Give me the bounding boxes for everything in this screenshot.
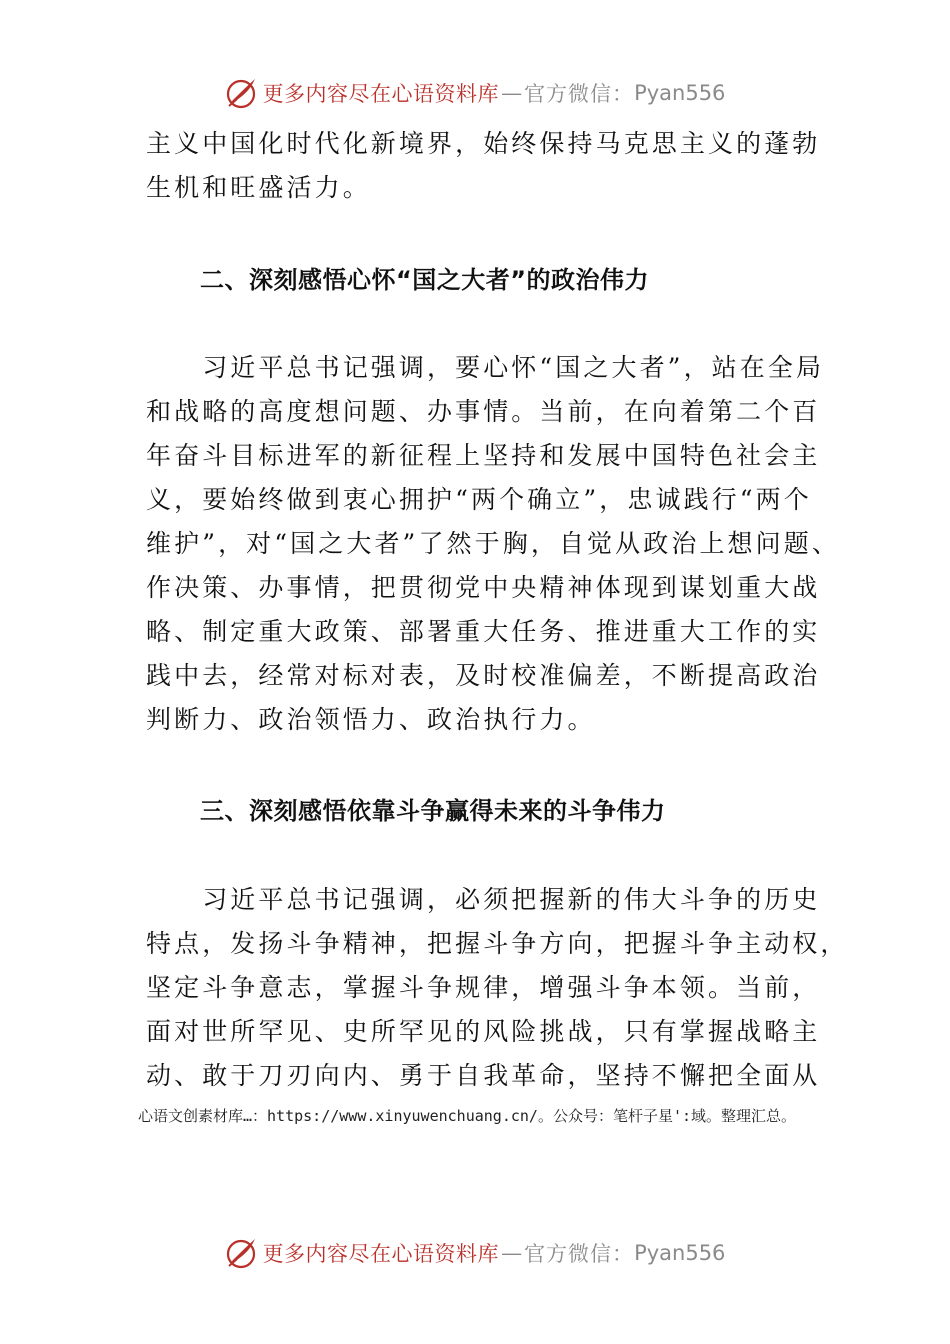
header-wechat-id: Pyan556 [634,81,726,105]
quill-pen-logo-icon [225,76,259,110]
section-2-line: 作决策、办事情，把贯彻党中央精神体现到谋划重大战 [146,573,821,602]
footer-library-text: 更多内容尽在心语资料库 [262,1242,500,1266]
header-banner [0,73,950,113]
footer-wechat-label: 官方微信： [524,1242,635,1266]
section-3-heading: 三、深刻感悟依靠斗争赢得未来的斗争伟力 [200,797,666,825]
section-2-line: 略、制定重大政策、部署重大任务、推进重大工作的实 [146,617,821,646]
intro-line: 主义中国化时代化新境界，始终保持马克思主义的蓬勃 [146,129,821,158]
source-note: 心语文创素材库…：https://www.xinyuwenchuang.cn/。公众号：笔杆子星':域。整理汇总。 [138,1107,797,1125]
header-wechat-label: 官方微信： [524,82,635,106]
section-3-line: 坚定斗争意志，掌握斗争规律，增强斗争本领。当前， [146,973,821,1002]
quill-pen-logo-icon [225,1236,259,1270]
section-3-line: 特点，发扬斗争精神，把握斗争方向，把握斗争主动权， [146,929,849,958]
section-2-line: 践中去，经常对标对表，及时校准偏差，不断提高政治 [146,661,821,690]
section-3-line: 习近平总书记强调，必须把握新的伟大斗争的历史 [146,885,821,914]
section-2-heading: 二、深刻感悟心怀“国之大者”的政治伟力 [200,266,650,294]
header-separator: — [501,81,523,105]
intro-line: 生机和旺盛活力。 [146,173,371,202]
section-2-line: 判断力、政治领悟力、政治执行力。 [146,705,596,734]
footer-banner [0,1233,950,1273]
section-2-line: 义，要始终做到衷心拥护“两个确立”，忠诚践行“两个 [146,485,812,514]
section-2-line: 和战略的高度想问题、办事情。当前，在向着第二个百 [146,397,821,426]
section-3-line: 面对世所罕见、史所罕见的风险挑战，只有掌握战略主 [146,1017,821,1046]
section-2-line: 维护”，对“国之大者”了然于胸，自觉从政治上想问题、 [146,529,840,558]
section-3-line: 动、敢于刀刃向内、勇于自我革命，坚持不懈把全面从 [146,1061,821,1090]
header-library-text: 更多内容尽在心语资料库 [262,82,500,106]
section-2-line: 习近平总书记强调，要心怀“国之大者”，站在全局 [146,353,825,382]
footer-wechat-id: Pyan556 [634,1241,726,1265]
footer-separator: — [501,1241,523,1265]
section-2-line: 年奋斗目标进军的新征程上坚持和发展中国特色社会主 [146,441,821,470]
